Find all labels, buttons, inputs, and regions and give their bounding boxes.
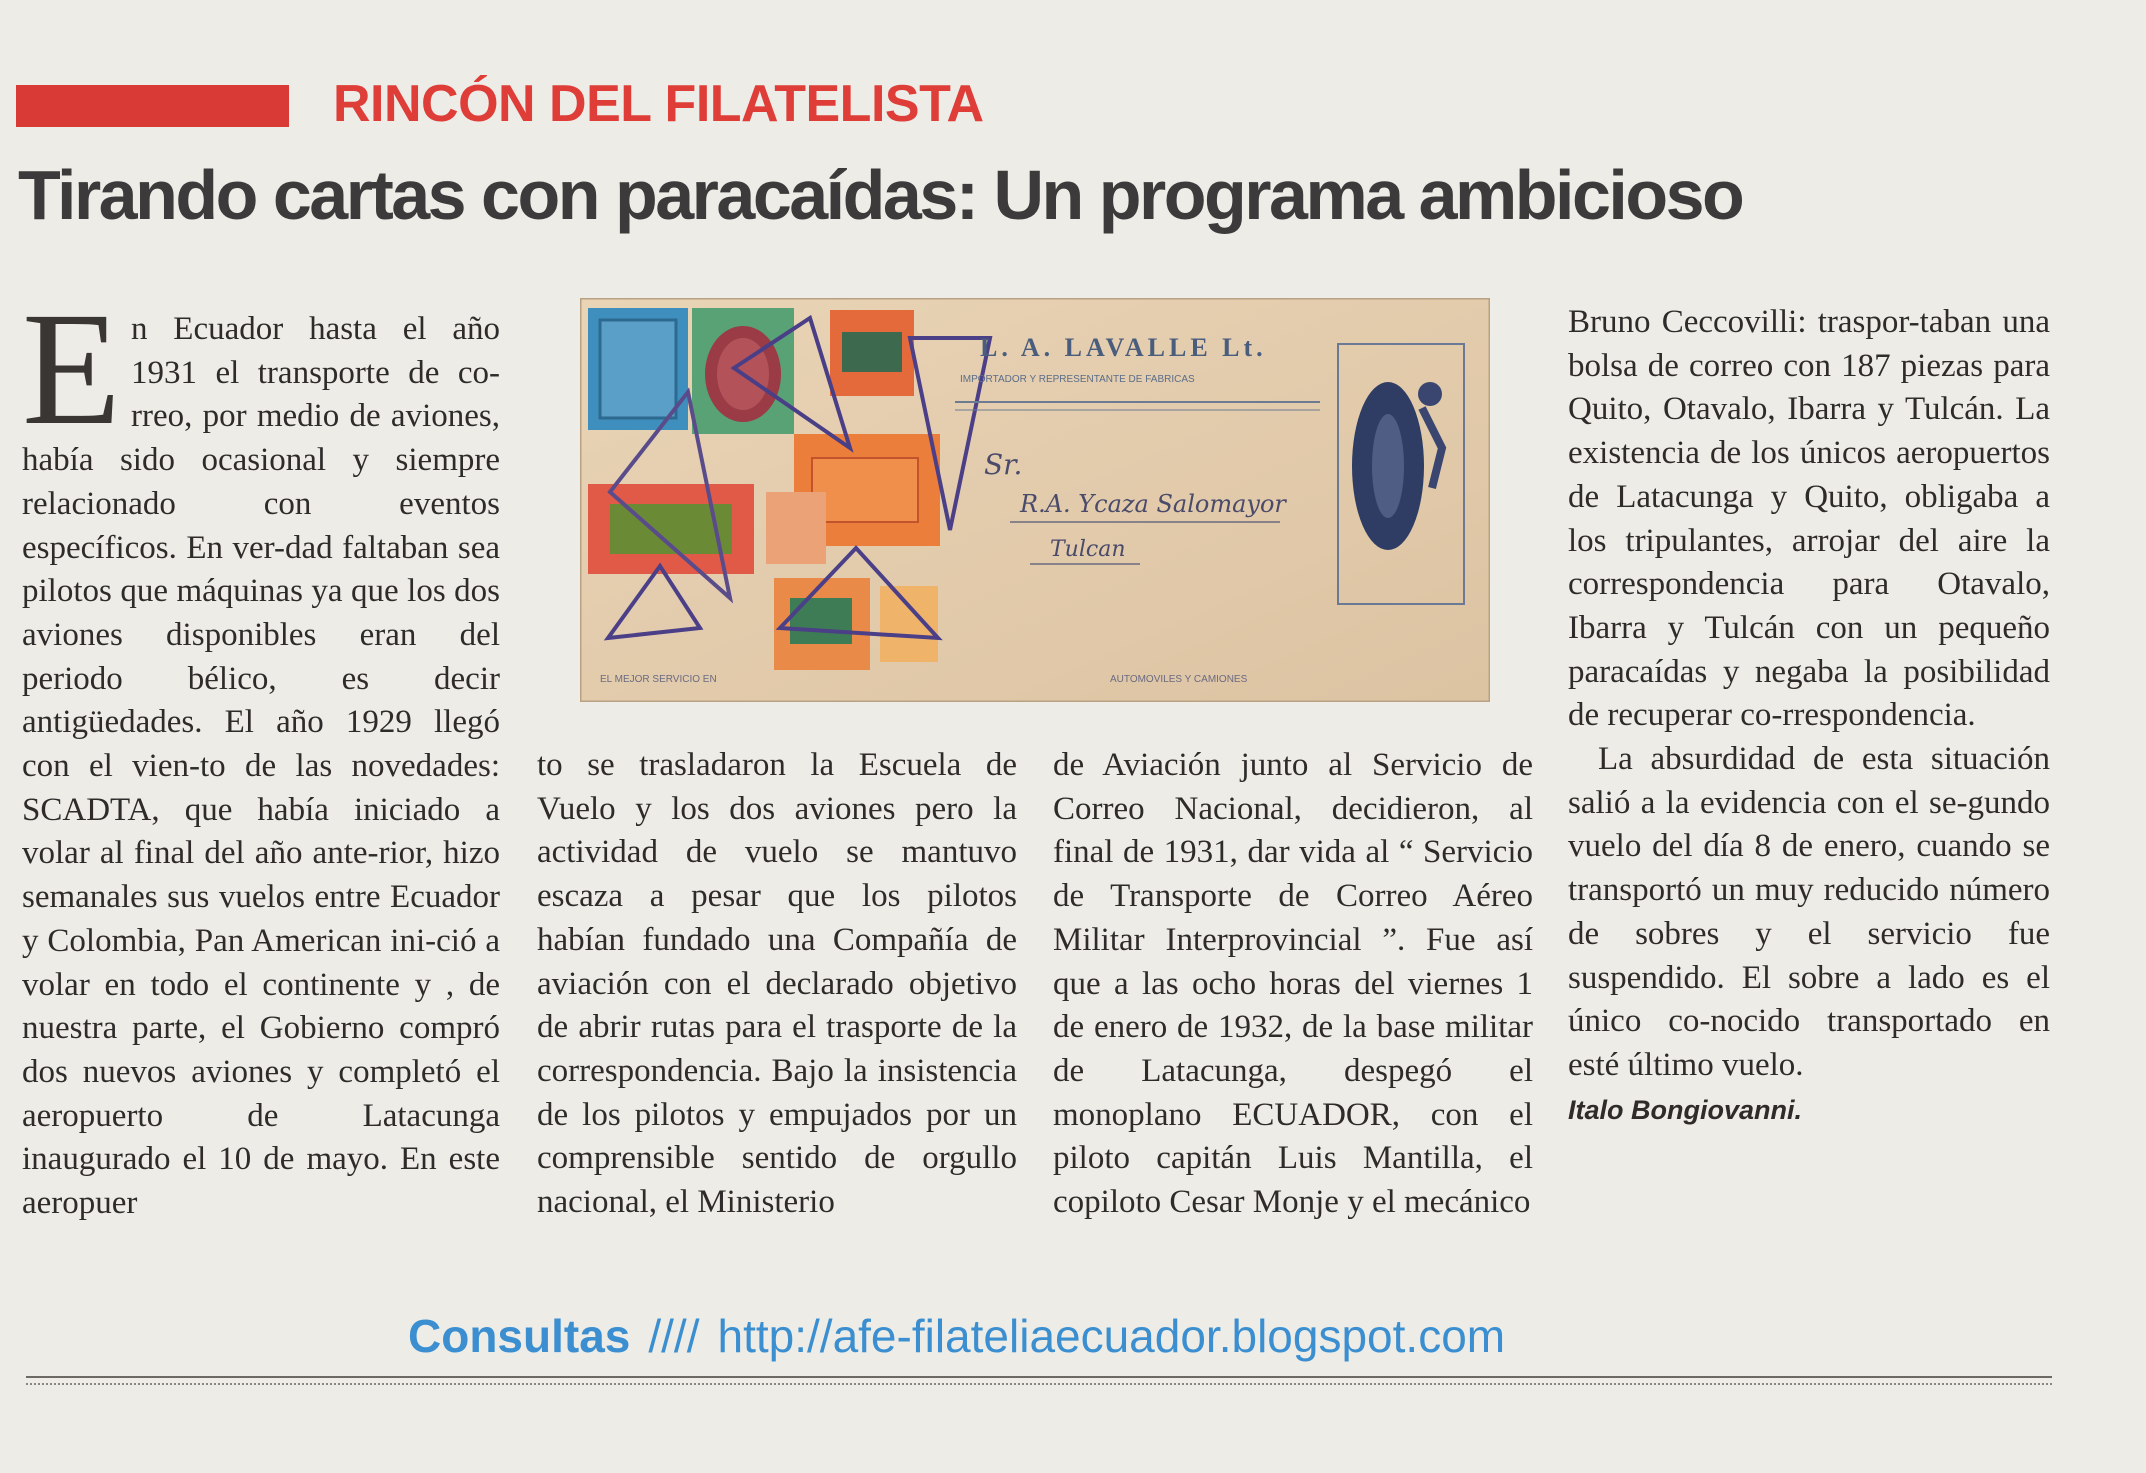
article-column-2 — [537, 744, 1017, 1276]
column-1-text: n Ecuador hasta el año 1931 el transporte de correo, por medio de aviones, había sido ocasional y siempre relacionado con eventos específicos. En ver-dad faltaban sea pilotos que máquinas ya que los dos aviones disponibles eran del periodo bélico, es decir antigüedades. El año 1929 llegó con el vien-to de las novedades: SCADTA, que había iniciado a volar al final del año ante-rior, hizo semanales sus vuelos entre Ecuador y Colombia, Pan American ini-ció a volar en todo el continente y , de nuestra parte, el Gobierno compró dos nuevos aviones y completó el aeropuerto de Latacunga inaugurado el 10 de mayo. En este aeropuer — [22, 311, 500, 1222]
cover-company: L. A. LAVALLE Lt. — [980, 333, 1267, 362]
stamp — [766, 492, 826, 564]
article-column-4 — [1568, 301, 2050, 1276]
cover-address-2: R.A. Ycaza Salomayor — [1020, 490, 1286, 518]
cover-illustration — [580, 298, 1490, 702]
article-column-1 — [22, 308, 500, 1276]
footer-rule-dotted — [26, 1383, 2052, 1385]
footer-separator: //// — [648, 1310, 700, 1362]
footer-label: Consultas — [408, 1310, 631, 1362]
column-3-text: de Aviación junto al Servicio de Correo Nacional, decidieron, al final de 1931, dar vida al “ Servicio de Transporte de Correo Aéreo Militar Interprovincial ”. Fue así que a las ocho horas del viernes 1 de enero de 1932, de la base militar de Latacunga, despegó el monoplano ECUADOR, con el piloto capitán Luis Mantilla, el copiloto Cesar Monje y el mecánico — [1053, 747, 1533, 1221]
column-4-paragraph-1: Bruno Ceccovilli: traspor-taban una bolsa de correo con 187 piezas para Quito, Otavalo, Ibarra y Tulcán. La existencia de los únicos aeropuertos de Latacunga y Quito, obligaba a los tripulantes, arrojar del aire la correspondencia para Otavalo, Ibarra y Tulcán con un pequeño paracaídas y negaba la posibilidad de recuperar co-rrespondencia. — [1568, 304, 2050, 734]
article-column-3 — [1053, 744, 1533, 1276]
cover-subline: IMPORTADOR Y REPRESENTANTE DE FABRICAS — [960, 374, 1195, 385]
drop-cap: E — [22, 308, 121, 459]
footer-url-link[interactable]: http://afe-filateliaecuador.blogspot.com — [717, 1310, 1506, 1362]
article-author: Italo Bongiovanni. — [1568, 1094, 1802, 1125]
cover-address-3: Tulcan — [1050, 537, 1126, 562]
column-2-text: to se trasladaron la Escuela de Vuelo y los dos aviones pero la actividad de vuelo se mantuvo escaza a pesar que los pilotos habían fundado una Compañía de aviación con el declarado objetivo de abrir rutas para el trasporte de la correspondencia. Bajo la insistencia de los pilotos y empujados por un comprensible sentido de orgullo nacional, el Ministerio — [537, 747, 1017, 1221]
article-headline: Tirando cartas con paracaídas: Un programa ambicioso — [18, 156, 1743, 234]
cover-bottom-right: AUTOMOVILES Y CAMIONES — [1110, 674, 1248, 685]
footer-rule — [26, 1376, 2052, 1378]
column-4-paragraph-2: La absurdidad de esta situación salió a la evidencia con el se-gundo vuelo del día 8 de enero, cuando se transportó un muy reducido número de sobres y el servicio fue suspendido. El sobre a lado es el único co-nocido transportado en esté último vuelo. — [1568, 741, 2050, 1083]
cover-bottom-left: EL MEJOR SERVICIO EN — [600, 674, 717, 685]
cover-address-1: Sr. — [984, 448, 1023, 481]
section-bar — [16, 85, 289, 127]
section-title: RINCÓN DEL FILATELISTA — [333, 75, 984, 133]
stamp — [880, 586, 938, 662]
footer-consultas — [408, 1308, 1505, 1364]
